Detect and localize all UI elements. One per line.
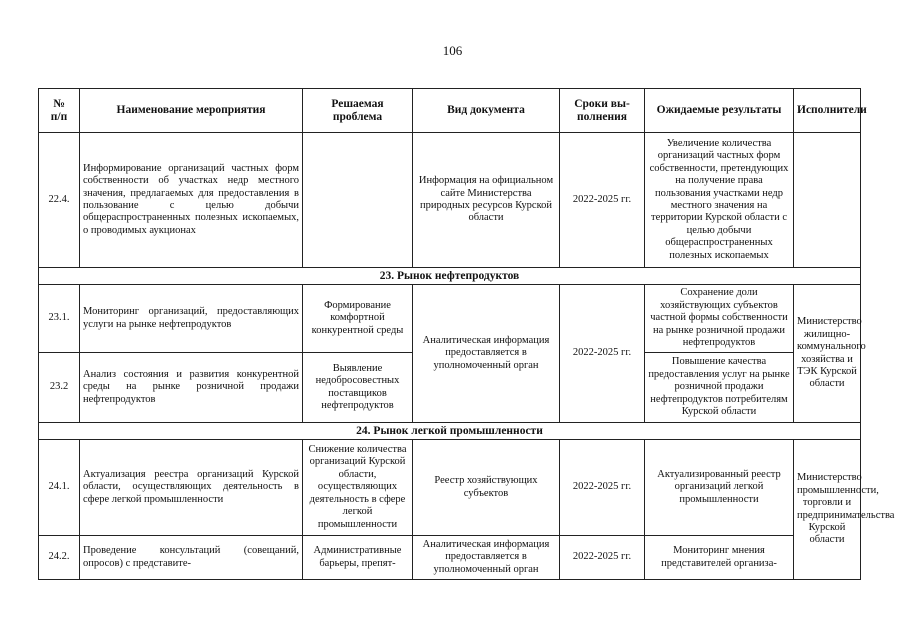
expected-results: Актуализированный реестр организаций легкой промышленности xyxy=(645,440,794,536)
expected-results: Мониторинг мнения представителей организа- xyxy=(645,536,794,580)
header-num: № п/п xyxy=(39,89,80,133)
problem-cell: Административные барьеры, препят- xyxy=(303,536,413,580)
table-header-row xyxy=(39,89,861,133)
row-number: 23.2 xyxy=(39,353,80,423)
problem-cell xyxy=(303,133,413,268)
executors-cell: Министерство жилищно-коммунального хозяйства и ТЭК Курской области xyxy=(794,285,861,423)
section-title: 23. Рынок нефтепродуктов xyxy=(39,268,861,285)
problem-cell: Выявление недобросовестных поставщиков нефтепродуктов xyxy=(303,353,413,423)
section-row xyxy=(39,423,861,440)
deadline: 2022-2025 гг. xyxy=(560,285,645,423)
deadline: 2022-2025 гг. xyxy=(560,440,645,536)
expected-results: Повышение качества предоставления услуг на рынке розничной продажи нефтепродуктов потребителям Курской области xyxy=(645,353,794,423)
deadline: 2022-2025 гг. xyxy=(560,133,645,268)
header-results: Ожидаемые результаты xyxy=(645,89,794,133)
measure-name: Информирование организаций частных форм собственности об участках недр местного значения, предлагаемых для предоставления в пользование с целью добычи общераспространенных полезных ископаемых, о проводимых аукционах xyxy=(80,133,303,268)
table-row xyxy=(39,285,861,353)
measure-name: Мониторинг организаций, предоставляющих услуги на рынке нефтепродуктов xyxy=(80,285,303,353)
row-number: 24.1. xyxy=(39,440,80,536)
header-name: Наименование мероприятия xyxy=(80,89,303,133)
page-number: 106 xyxy=(442,43,463,58)
doc-type: Аналитическая информация предоставляется в уполномоченный орган xyxy=(413,536,560,580)
header-problem: Решаемая проблема xyxy=(303,89,413,133)
doc-type: Информация на официальном сайте Министерства природных ресурсов Курской области xyxy=(413,133,560,268)
problem-cell: Формирование комфортной конкурентной среды xyxy=(303,285,413,353)
problem-cell: Снижение количества организаций Курской области, осуществляющих деятельность в сфере легкой промышленности xyxy=(303,440,413,536)
table-row xyxy=(39,536,861,580)
row-number: 23.1. xyxy=(39,285,80,353)
deadline: 2022-2025 гг. xyxy=(560,536,645,580)
row-number: 24.2. xyxy=(39,536,80,580)
section-row xyxy=(39,268,861,285)
header-executors: Исполнители xyxy=(794,89,861,133)
measure-name: Актуализация реестра организаций Курской области, осуществляющих деятельность в сфере легкой промышленности xyxy=(80,440,303,536)
row-number: 22.4. xyxy=(39,133,80,268)
doc-type: Реестр хозяйствующих субъектов xyxy=(413,440,560,536)
expected-results: Увеличение количества организаций частных форм собственности, претендующих на получение права пользования участками недр местного значения на территории Курской области с целью добычи общераспространенных полезных ископаемых xyxy=(645,133,794,268)
measure-name: Анализ состояния и развития конкурентной среды на рынке розничной продажи нефтепродуктов xyxy=(80,353,303,423)
executors-cell: Министерство промышленности, торговли и предпринимательства Курской области xyxy=(794,440,861,580)
executors-cell xyxy=(794,133,861,268)
table-row xyxy=(39,133,861,268)
table-row xyxy=(39,440,861,536)
doc-type: Аналитическая информация предоставляется в уполномоченный орган xyxy=(413,285,560,423)
header-deadline: Сроки вы-полнения xyxy=(560,89,645,133)
measure-name: Проведение консультаций (совещаний, опросов) с представите- xyxy=(80,536,303,580)
header-doc-type: Вид документа xyxy=(413,89,560,133)
measures-table xyxy=(38,88,895,580)
section-title: 24. Рынок легкой промышленности xyxy=(39,423,861,440)
expected-results: Сохранение доли хозяйствующих субъектов частной формы собственности на рынке розничной продажи нефтепродуктов xyxy=(645,285,794,353)
